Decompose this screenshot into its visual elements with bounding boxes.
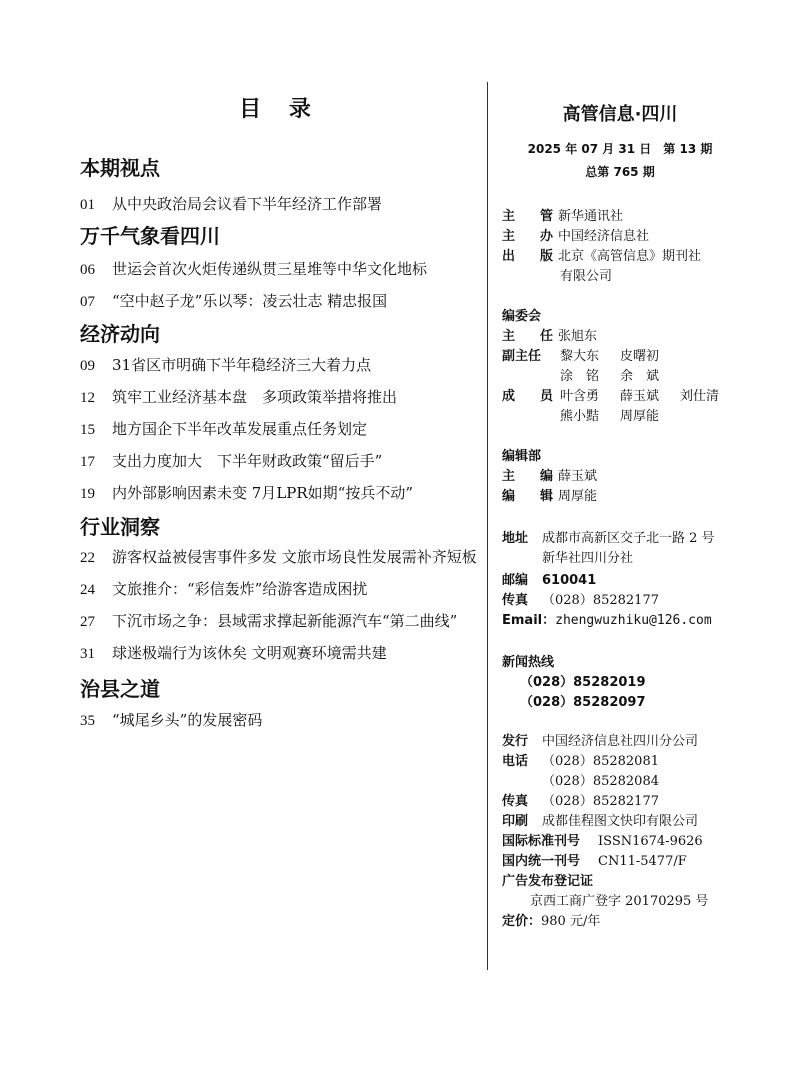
toc-entry-title: “城尾乡头”的发展密码 — [112, 711, 263, 729]
sponsor-row — [502, 225, 649, 244]
cn-label: 国内统一刊号 — [502, 854, 581, 869]
cn-row — [502, 850, 687, 869]
phone-label: 电话 — [502, 754, 529, 769]
distribution-row — [502, 730, 698, 749]
distribution-value: 中国经济信息社四川分公司 — [542, 734, 699, 749]
member-name: 熊小黠 — [560, 409, 600, 424]
toc-entry[interactable] — [80, 709, 262, 730]
publisher-value-2: 有限公司 — [560, 269, 613, 284]
toc-entry[interactable] — [80, 418, 367, 439]
editorial-header: 编辑部 — [502, 449, 542, 464]
postcode-row — [502, 569, 596, 588]
toc-entry-title: 游客权益被侵害事件多发 文旅市场良性发展需补齐短板 — [112, 548, 477, 566]
hotline-number: （028）85282097 — [520, 695, 646, 710]
fax2-label: 传真 — [502, 794, 529, 809]
chief-label: 主 编 — [502, 469, 560, 484]
phone-value-2: （028）85282084 — [542, 774, 659, 789]
print-label: 印刷 — [502, 814, 529, 829]
editor-row — [502, 485, 597, 504]
deputy-name: 皮曙初 — [620, 349, 660, 364]
hotline-header: 新闻热线 — [502, 655, 555, 670]
phone-value: （028）85282081 — [542, 754, 659, 769]
publisher-value: 北京《高管信息》期刊社 — [558, 249, 702, 264]
deputy-names-1 — [560, 345, 680, 364]
publisher-label: 出 版 — [502, 249, 560, 264]
toc-title: 目 录 — [239, 96, 321, 122]
toc-section-4: 行业洞察 — [80, 515, 160, 539]
email-row[interactable] — [502, 609, 712, 628]
member-name: 叶含勇 — [560, 389, 600, 404]
toc-entry[interactable] — [80, 450, 382, 471]
toc-entry-title: 下沉市场之争：县域需求撑起新能源汽车“第二曲线” — [112, 612, 458, 630]
toc-entry[interactable] — [80, 386, 397, 407]
toc-entry-page: 01 — [80, 197, 95, 213]
fax-row — [502, 589, 659, 608]
email-label: Email： — [502, 613, 556, 628]
toc-entry[interactable] — [80, 610, 457, 631]
members-names-2 — [560, 405, 680, 424]
director-row — [502, 325, 597, 344]
toc-entry-title: 支出力度加大 下半年财政政策“留后手” — [112, 452, 383, 470]
toc-entry-page: 07 — [80, 294, 95, 310]
members-label: 成 员 — [502, 389, 560, 404]
toc-entry-page: 31 — [80, 646, 95, 662]
member-name: 薛玉斌 — [620, 389, 660, 404]
print-value: 成都佳程图文快印有限公司 — [542, 814, 699, 829]
toc-entry[interactable] — [80, 642, 387, 663]
toc-entry[interactable] — [80, 546, 477, 567]
toc-entry-page: 12 — [80, 390, 95, 406]
deputy-name: 黎大东 — [560, 349, 600, 364]
toc-entry-title: 地方国企下半年改革发展重点任务划定 — [112, 420, 368, 438]
issue-date: 2025 年 07 月 31 日 第 13 期 — [527, 142, 713, 156]
toc-entry[interactable] — [80, 578, 367, 599]
deputy-name: 涂 铭 — [560, 369, 600, 384]
member-name: 刘仕清 — [680, 389, 720, 404]
print-row — [502, 810, 698, 829]
director-label: 主 任 — [502, 329, 560, 344]
ad-label: 广告发布登记证 — [502, 874, 594, 889]
toc-entry[interactable] — [80, 258, 427, 279]
ad-value: 京西工商广登字 20170295 号 — [530, 894, 709, 909]
postcode-value: 610041 — [542, 573, 597, 588]
toc-entry[interactable] — [80, 193, 382, 214]
toc-entry-page: 09 — [80, 358, 95, 374]
members-names-1 — [560, 385, 740, 404]
toc-entry-page: 06 — [80, 262, 95, 278]
toc-entry-page: 24 — [80, 582, 95, 598]
supervisor-row — [502, 205, 623, 224]
toc-entry-title: 31省区市明确下半年稳经济三大着力点 — [112, 356, 372, 374]
toc-entry-title: 筑牢工业经济基本盘 多项政策举措将推出 — [112, 388, 398, 406]
member-name: 周厚能 — [620, 409, 660, 424]
members-row — [502, 385, 558, 404]
fax2-value: （028）85282177 — [542, 794, 659, 809]
price-label: 定价： — [502, 914, 542, 929]
deputy-row — [502, 345, 558, 364]
address-row — [502, 527, 715, 546]
issn-row — [502, 830, 703, 849]
total-issue: 总第 765 期 — [585, 165, 655, 179]
toc-entry-title: 从中央政治局会议看下半年经济工作部署 — [112, 195, 383, 213]
toc-entry-page: 27 — [80, 614, 95, 630]
address-value-2: 新华社四川分社 — [542, 551, 634, 566]
supervisor-value: 新华通讯社 — [558, 209, 624, 224]
deputy-label: 副主任 — [502, 349, 542, 364]
address-label: 地址 — [502, 531, 529, 546]
issn-label: 国际标准刊号 — [502, 834, 581, 849]
hotline-number: （028）85282019 — [520, 675, 646, 690]
toc-entry-title: 内外部影响因素未变 7月LPR如期“按兵不动” — [112, 484, 413, 502]
toc-section-3: 经济动向 — [80, 322, 160, 346]
chief-row — [502, 465, 597, 484]
distribution-label: 发行 — [502, 734, 529, 749]
address-value: 成都市高新区交子北一路 2 号 — [542, 531, 715, 546]
committee-header: 编委会 — [502, 309, 542, 324]
toc-entry-title: 文旅推介：“彩信轰炸”给游客造成困扰 — [112, 580, 368, 598]
deputy-name: 余 斌 — [620, 369, 660, 384]
editor-label: 编 辑 — [502, 489, 560, 504]
magazine-title: 高管信息·四川 — [562, 104, 678, 125]
editor-value: 周厚能 — [558, 489, 598, 504]
toc-entry-title: 世运会首次火炬传递纵贯三星堆等中华文化地标 — [112, 260, 428, 278]
toc-entry[interactable] — [80, 290, 387, 311]
deputy-names-2 — [560, 365, 680, 384]
toc-entry[interactable] — [80, 482, 413, 503]
email-link[interactable]: zhengwuzhiku@126.com — [555, 613, 712, 628]
director-value: 张旭东 — [558, 329, 598, 344]
toc-entry-page: 17 — [80, 454, 95, 470]
toc-entry-page: 22 — [80, 550, 95, 566]
price-row — [502, 910, 600, 929]
cn-value: CN11-5477/F — [598, 854, 687, 869]
fax-value: （028）85282177 — [542, 593, 659, 608]
supervisor-label: 主 管 — [502, 209, 560, 224]
price-value: 980 元/年 — [541, 914, 601, 929]
toc-section-1: 本期视点 — [80, 156, 160, 180]
fax-label: 传真 — [502, 593, 529, 608]
chief-value: 薛玉斌 — [558, 469, 598, 484]
sponsor-label: 主 办 — [502, 229, 560, 244]
issn-value: ISSN1674-9626 — [598, 834, 703, 849]
publisher-row — [502, 245, 701, 264]
phone-row — [502, 750, 659, 769]
sponsor-value: 中国经济信息社 — [558, 229, 650, 244]
toc-entry-title: 球迷极端行为该休矣 文明观赛环境需共建 — [112, 644, 387, 662]
toc-entry-page: 19 — [80, 486, 95, 502]
postcode-label: 邮编 — [502, 573, 529, 588]
fax2-row — [502, 790, 659, 809]
toc-entry-page: 15 — [80, 422, 95, 438]
toc-entry-page: 35 — [80, 713, 95, 729]
toc-entry[interactable] — [80, 354, 371, 375]
column-divider — [487, 82, 488, 970]
toc-entry-title: “空中赵子龙”乐以琴：凌云壮志 精忠报国 — [112, 292, 388, 310]
toc-section-2: 万千气象看四川 — [80, 224, 220, 248]
toc-section-5: 治县之道 — [80, 677, 160, 701]
